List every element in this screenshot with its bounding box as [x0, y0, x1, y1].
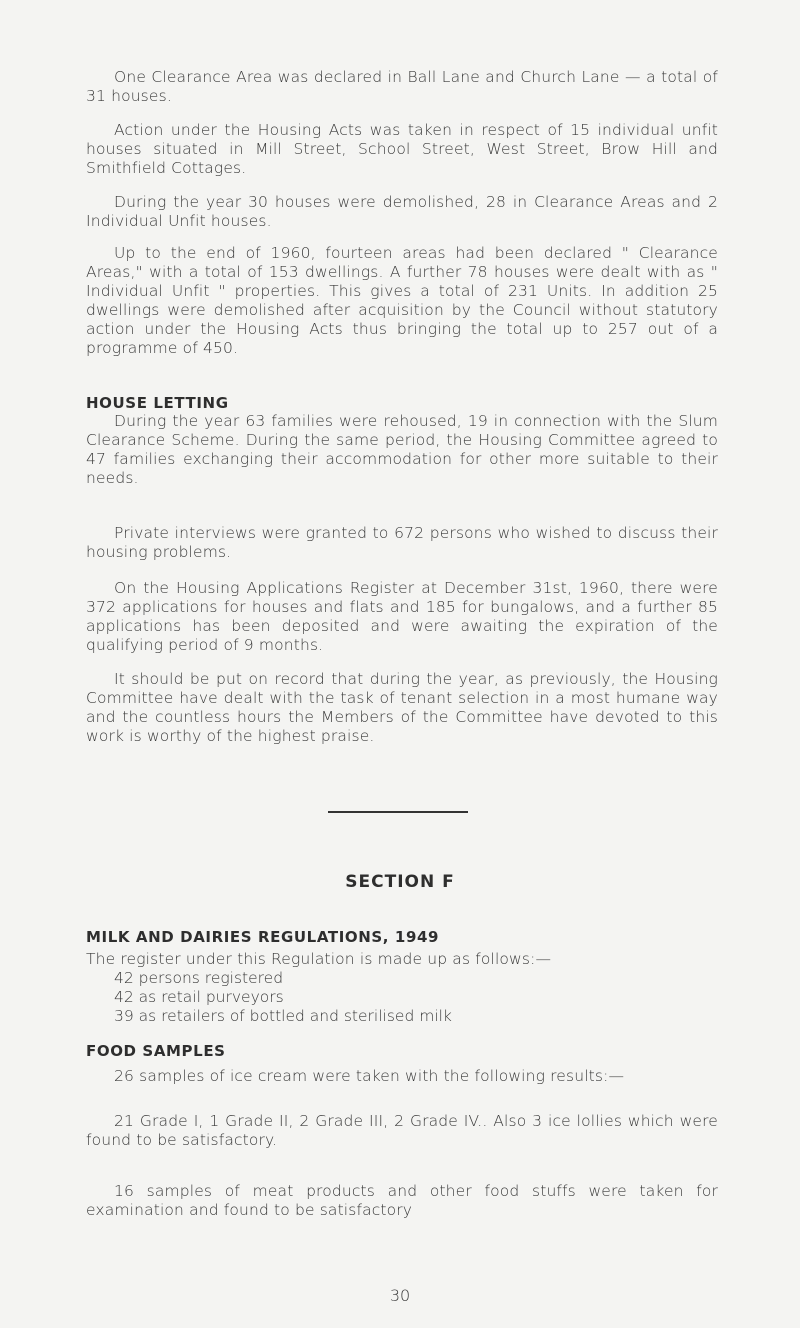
record-paragraph: It should be put on record that during the year, as previously, the Housing Committee have dealt with the task of tenant selection in a most humane way and the countless hours the Members of the Committee have devoted to this work is worthy of the highest praise.: [86, 670, 718, 745]
section-divider: [328, 811, 468, 813]
food-samples-heading: FOOD SAMPLES: [86, 1042, 226, 1060]
milk-register-intro: The register under this Regulation is made up as follows:—: [86, 950, 552, 968]
grades-paragraph: 21 Grade I, 1 Grade II, 2 Grade III, 2 Grade IV.. Also 3 ice lollies which were found to be satisfactory.: [86, 1112, 718, 1149]
rehoused-paragraph: During the year 63 families were rehoused, 19 in connection with the Slum Clearance Scheme. During the same period, the Housing Committee agreed to 47 families exchanging their accommodation for other more suitable to their needs.: [86, 412, 718, 487]
end-of-1960-paragraph: Up to the end of 1960, fourteen areas had been declared " Clearance Areas," with a total of 153 dwellings. A further 78 houses were dealt with as " Individual Unfit " properties. This gives a total of 231 Units. In addition 25 dwellings were demolished after acquisition by the Council without statutory action under the Housing Acts thus bringing the total up to 257 out of a programme of 450.: [86, 244, 718, 357]
milk-dairies-heading: MILK AND DAIRIES REGULATIONS, 1949: [86, 928, 440, 946]
milk-register-item: 39 as retailers of bottled and sterilised milk: [114, 1007, 452, 1025]
milk-register-item: 42 persons registered: [114, 969, 284, 987]
meat-paragraph: 16 samples of meat products and other food stuffs were taken for examination and found to be satisfactory: [86, 1182, 718, 1219]
section-title: SECTION F: [345, 872, 455, 892]
housing-acts-paragraph: Action under the Housing Acts was taken in respect of 15 individual unfit houses situated in Mill Street, School Street, West Street, Brow Hill and Smithfield Cottages.: [86, 121, 718, 177]
page-number: 30: [389, 1286, 411, 1305]
milk-register-item: 42 as retail purveyors: [114, 988, 284, 1006]
ice-cream-paragraph: 26 samples of ice cream were taken with the following results:—: [114, 1067, 625, 1085]
interviews-paragraph: Private interviews were granted to 672 persons who wished to discuss their housing problems.: [86, 524, 718, 561]
register-paragraph: On the Housing Applications Register at December 31st, 1960, there were 372 applications for houses and flats and 185 for bungalows, and a further 85 applications has been deposited and were awaiting the expiration of the qualifying period of 9 months.: [86, 579, 718, 654]
clearance-area-paragraph: One Clearance Area was declared in Ball Lane and Church Lane — a total of 31 houses.: [86, 68, 718, 105]
house-letting-heading: HOUSE LETTING: [86, 394, 229, 412]
demolished-paragraph: During the year 30 houses were demolished, 28 in Clearance Areas and 2 Individual Unfit houses.: [86, 193, 718, 230]
